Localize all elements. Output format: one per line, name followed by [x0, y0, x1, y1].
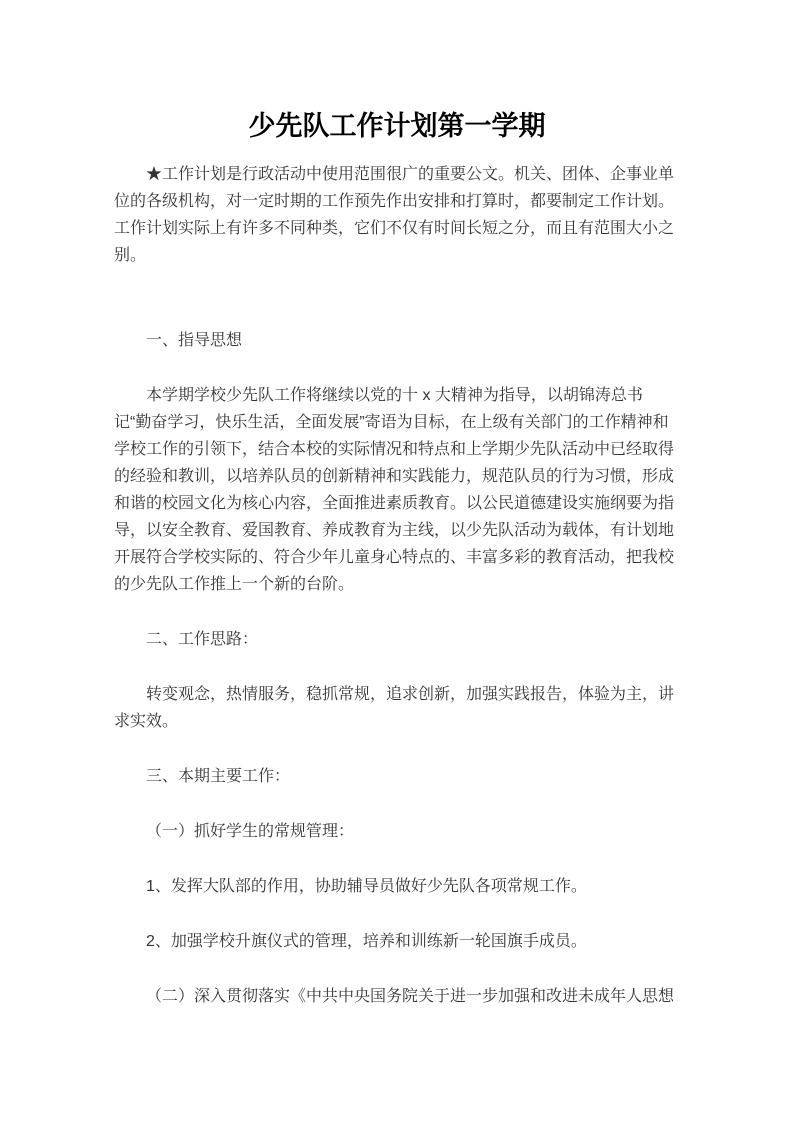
subsection-heading-routine-management: （一）抓好学生的常规管理： — [146, 823, 355, 840]
paragraph-work-approach-body: 转变观念，热情服务，稳抓常规，追求创新，加强实践报告，体验为主，讲求实效。 — [114, 686, 675, 730]
list-item-1: 1、发挥大队部的作用，协助辅导员做好少先队各项常规工作。 — [146, 878, 587, 895]
subsection-heading-implement-document: （二）深入贯彻落实《中共中央国务院关于进一步加强和改进未成年人思想 — [146, 988, 675, 1005]
section-heading-main-tasks: 三、本期主要工作： — [146, 768, 291, 785]
section-heading-work-approach: 二、工作思路： — [146, 631, 259, 648]
list-item-2: 2、加强学校升旗仪式的管理，培养和训练新一轮国旗手成员。 — [146, 933, 587, 950]
paragraph-guiding-ideology-body: 本学期学校少先队工作将继续以党的十 x 大精神为指导，以胡锦涛总书记“勤奋学习，快乐生活，全面发展”寄语为目标，在上级有关部门的工作精神和学校工作的引领下，结合本校的实际情况和特点和上学期少先队活动中已经取得的经验和教训，以培养队员的创新精神和实践能力，规范队员的行为习惯，形成和谐的校园文化为核心内容，全面推进素质教育。以公民道德建设实施纲要为指导，以安全教育、爱国教育、养成教育为主线，以少先队活动为载体，有计划地开展符合学校实际的、符合少年儿童身心特点的、丰富多彩的教育活动，把我校的少先队工作推上一个新的台阶。 — [114, 387, 675, 593]
intro-paragraph: ★工作计划是行政活动中使用范围很广的重要公文。机关、团体、企事业单位的各级机构，对一定时期的工作预先作出安排和打算时，都要制定工作计划。工作计划实际上有许多不同种类，它们不仅有时间长短之分，而且有范围大小之别。 — [114, 166, 675, 264]
section-heading-guiding-ideology: 一、指导思想 — [146, 332, 243, 349]
document-title: 少先队工作计划第一学期 — [248, 111, 546, 141]
